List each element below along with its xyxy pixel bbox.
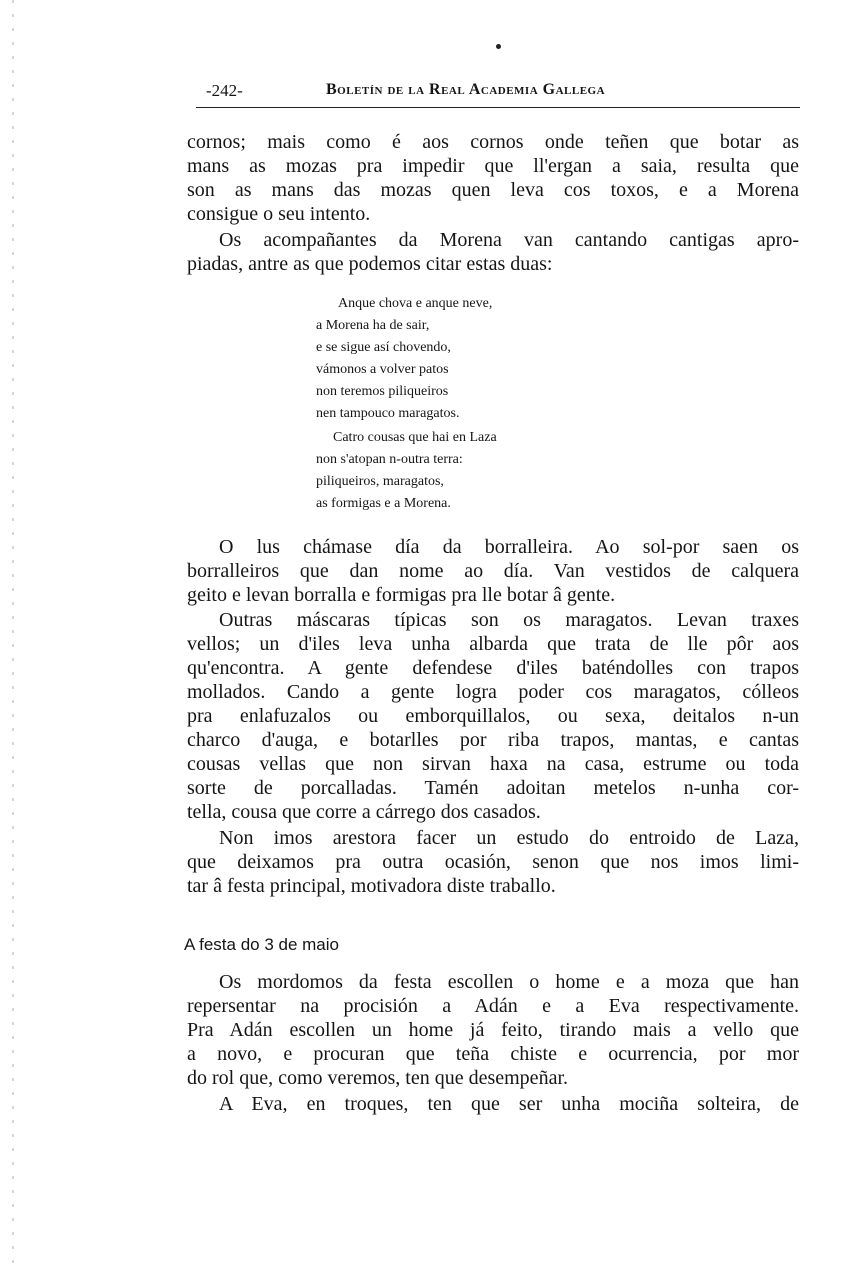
verse-line: Catro cousas que hai en Laza (333, 430, 497, 445)
section-heading: A festa do 3 de maio (184, 935, 339, 954)
text-line: cousas vellas que non sirvan haxa na casa, estrume ou toda (187, 753, 799, 775)
page-number: -242- (206, 81, 243, 100)
text-line: charco d'auga, e botarlles por riba trapos, mantas, e cantas (187, 729, 799, 751)
verse-line: vámonos a volver patos (316, 362, 449, 377)
text-line: vellos; un d'iles leva unha albarda que trata de lle pôr aos (187, 633, 799, 655)
scan-speck (496, 44, 501, 49)
text-line: piadas, antre as que podemos citar estas duas: (187, 253, 553, 275)
running-title: Boletín de la Real Academia Gallega (326, 81, 606, 98)
text-line: borralleiros que dan nome ao día. Van vestidos de calquera (187, 560, 799, 582)
verse-line: a Morena ha de sair, (316, 318, 430, 333)
text-line: qu'encontra. A gente defendese d'iles baténdolles con trapos (187, 657, 799, 679)
text-line: mollados. Cando a gente logra poder cos maragatos, cólleos (187, 681, 799, 703)
verse-line: non s'atopan n-outra terra: (316, 452, 463, 467)
text-line: consigue o seu intento. (187, 203, 371, 225)
text-line: repersentar na procisión a Adán e a Eva respectivamente. (187, 995, 799, 1017)
text-line: sorte de porcalladas. Tamén adoitan metelos n-unha cor- (187, 777, 799, 799)
text-line: que deixamos pra outra ocasión, senon que nos imos limi- (187, 851, 799, 873)
text-line: cornos; mais como é aos cornos onde teñen que botar as (187, 131, 799, 153)
page-header (196, 79, 800, 103)
text-line: pra enlafuzalos ou emborquillalos, ou sexa, deitalos n-un (187, 705, 799, 727)
text-line: Outras máscaras típicas son os maragatos. Levan traxes (219, 609, 799, 631)
text-line: tella, cousa que corre a cárrego dos casados. (187, 801, 541, 823)
scan-margin-dots (12, 0, 14, 1265)
text-line: do rol que, como veremos, ten que desempeñar. (187, 1067, 568, 1089)
text-line: O lus chámase día da borralleira. Ao sol-por saen os (219, 536, 799, 558)
text-line: A Eva, en troques, ten que ser unha mociña solteira, de (219, 1093, 799, 1115)
verse-line: as formigas e a Morena. (316, 496, 451, 511)
text-line: geito e levan borralla e formigas pra lle botar â gente. (187, 584, 616, 606)
verse-line: Anque chova e anque neve, (338, 296, 493, 311)
text-line: Non imos arestora facer un estudo do entroido de Laza, (219, 827, 799, 849)
text-line: tar â festa principal, motivadora diste traballo. (187, 875, 556, 897)
text-line: Pra Adán escollen un home já feito, tirando mais a vello que (187, 1019, 799, 1041)
text-line: son as mans das mozas quen leva cos toxos, e a Morena (187, 179, 799, 201)
text-line: Os acompañantes da Morena van cantando cantigas apro- (219, 229, 799, 251)
verse-line: piliqueiros, maragatos, (316, 474, 444, 489)
header-rule (196, 107, 800, 108)
verse-line: non teremos piliqueiros (316, 384, 449, 399)
verse-line: nen tampouco maragatos. (316, 406, 460, 421)
text-line: a novo, e procuran que teña chiste e ocurrencia, por mor (187, 1043, 799, 1065)
verse-line: e se sigue así chovendo, (316, 340, 451, 355)
text-line: mans as mozas pra impedir que ll'ergan a saia, resulta que (187, 155, 799, 177)
text-line: Os mordomos da festa escollen o home e a moza que han (219, 971, 799, 993)
